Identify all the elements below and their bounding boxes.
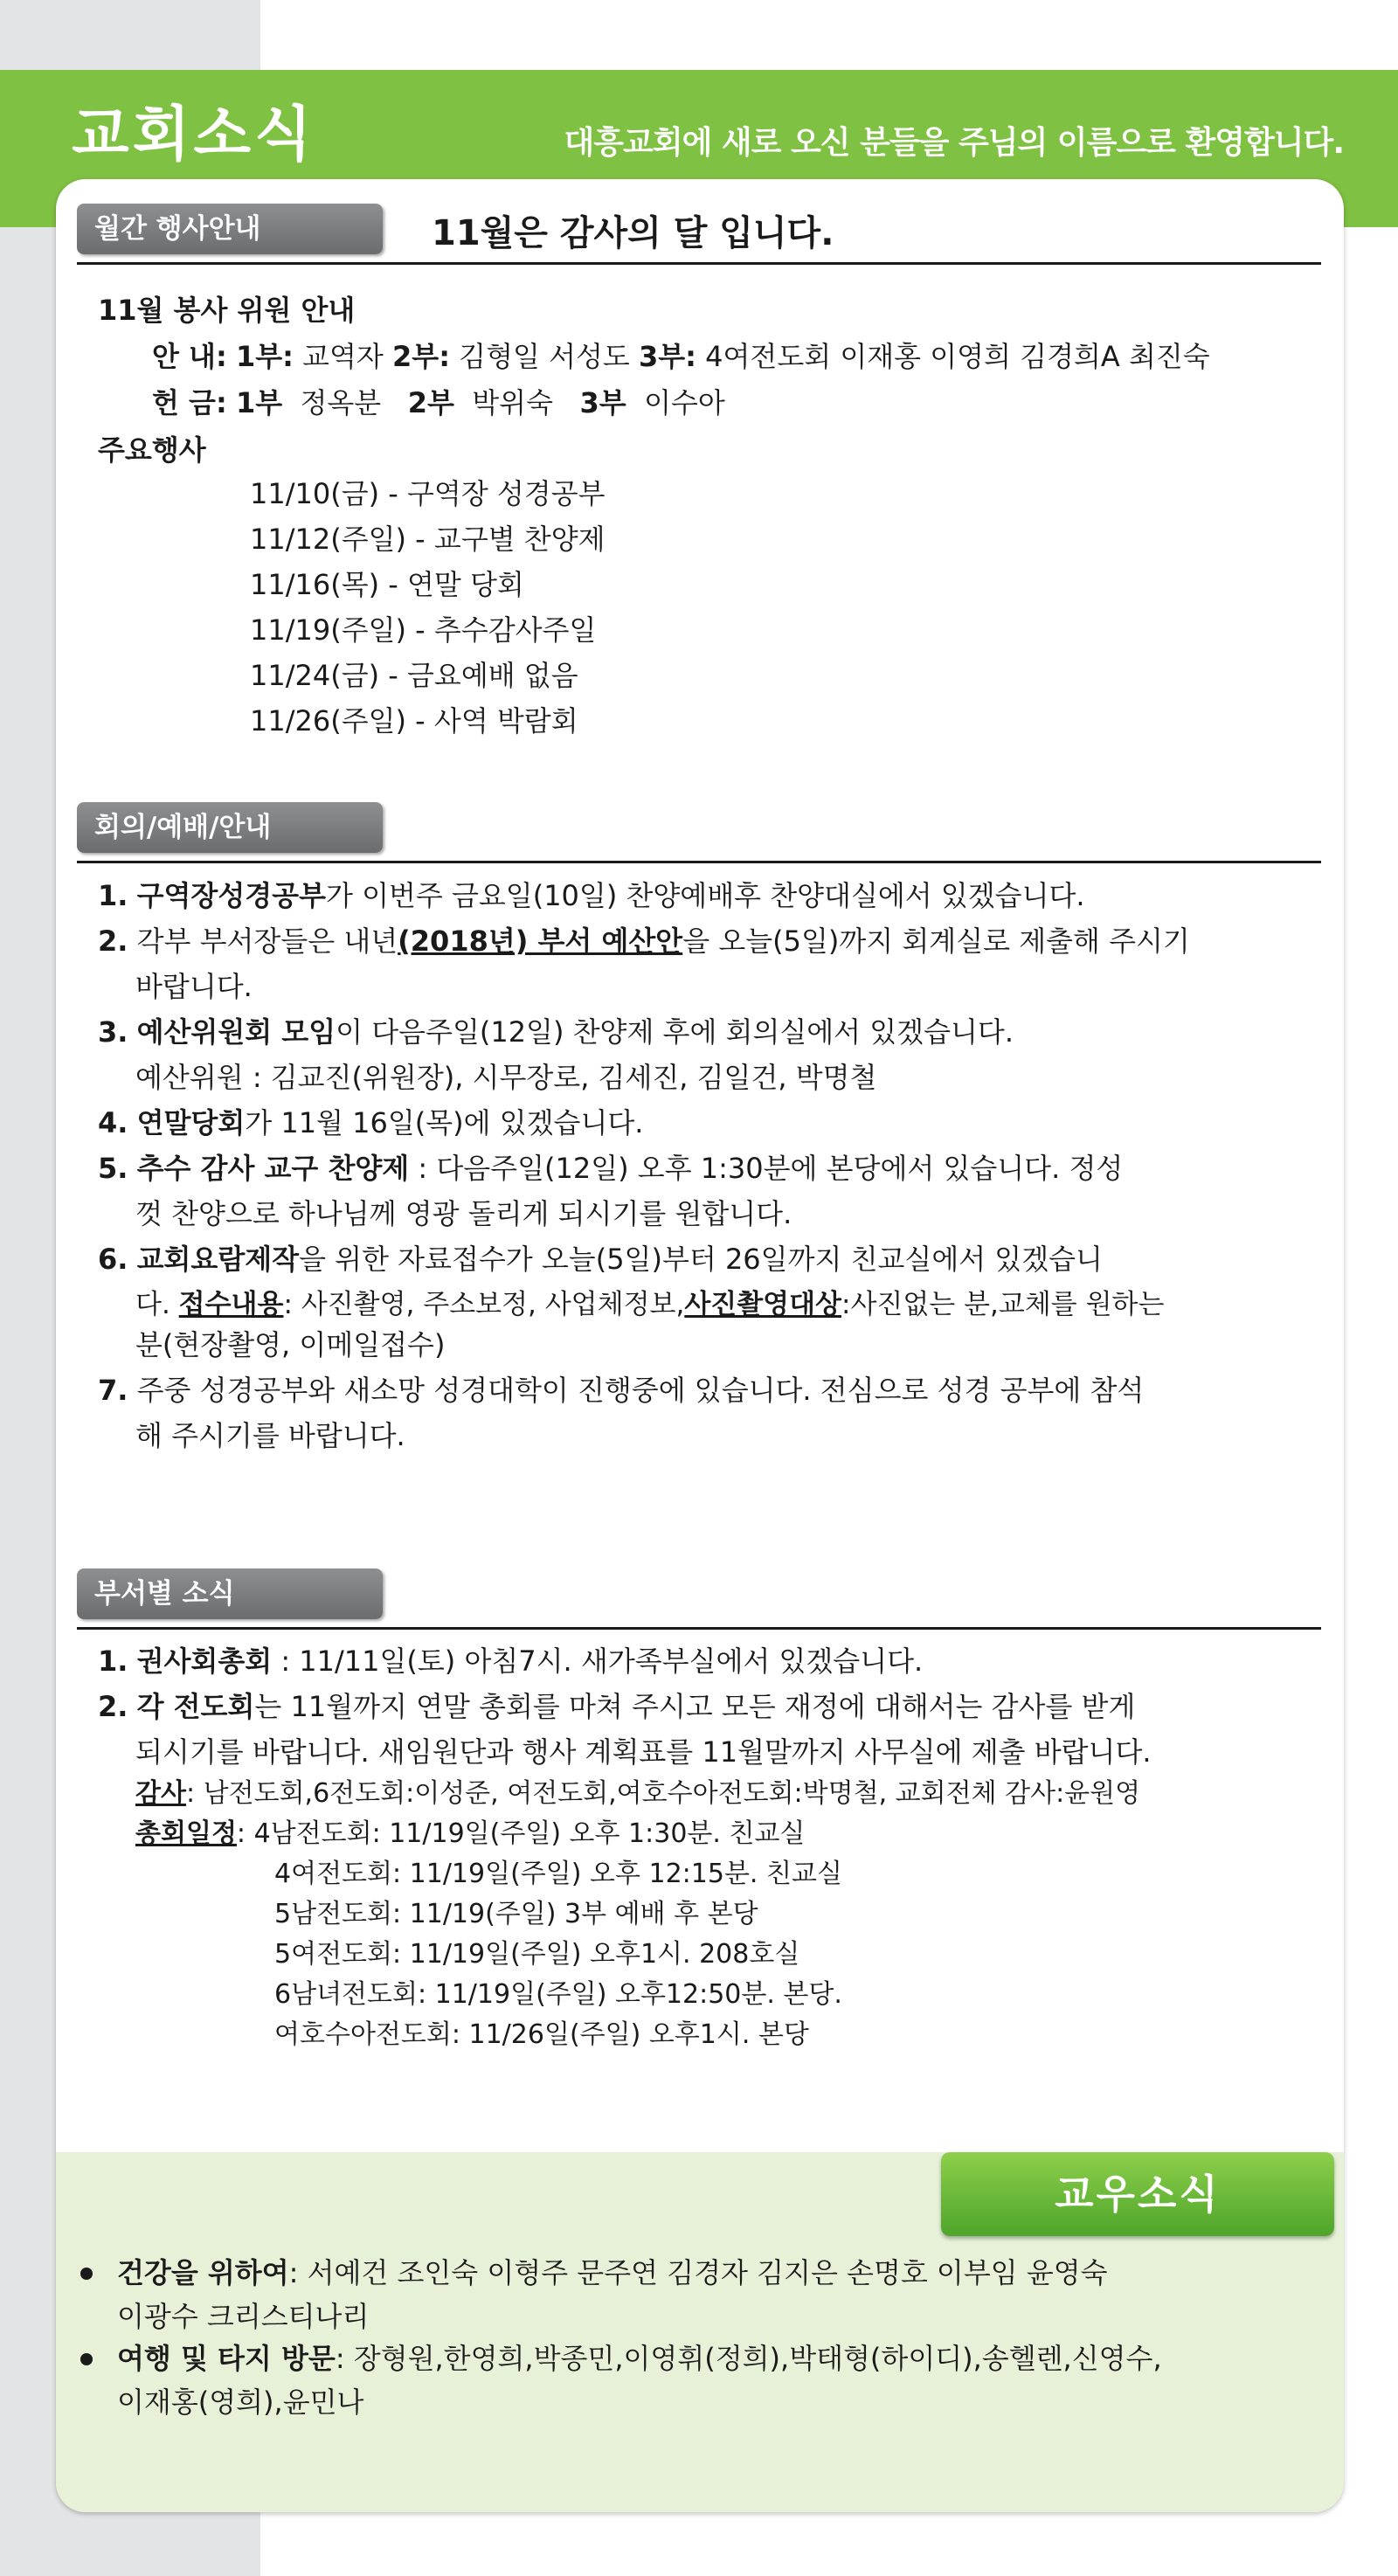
bullet-icon bbox=[80, 2353, 93, 2365]
item-number: 7. bbox=[98, 1374, 128, 1407]
offering-line bbox=[152, 385, 725, 420]
meeting-item-5-cont: 껏 찬양으로 하나님께 영광 돌리게 되시기를 원합니다. bbox=[135, 1197, 792, 1230]
item-heading: 접수내용 bbox=[178, 1289, 284, 1320]
event-item: 11/10(금) - 구역장 성경공부 bbox=[250, 477, 606, 510]
meeting-item-4 bbox=[98, 1105, 643, 1140]
guide-3-label: 3부: bbox=[639, 340, 696, 373]
travel-line bbox=[117, 2341, 1162, 2376]
guide-label: 안 내: bbox=[152, 340, 227, 373]
item-number: 2. bbox=[98, 1690, 128, 1723]
audit-line bbox=[135, 1776, 1140, 1811]
item-text: : 장형원,한영희,박종민,이영휘(정희),박태형(하이디),송헬렌,신영수, bbox=[335, 2342, 1162, 2375]
meeting-item-6-cont2: 분(현장촬영, 이메일접수) bbox=[135, 1328, 446, 1361]
item-heading: 여행 및 타지 방문 bbox=[117, 2342, 336, 2375]
meeting-item-1 bbox=[98, 878, 1085, 913]
item-heading: 구역장성경공부 bbox=[136, 879, 326, 912]
item-number: 2. bbox=[98, 924, 128, 958]
item-heading: 사진촬영대상 bbox=[684, 1289, 842, 1320]
meeting-item-5 bbox=[98, 1151, 1123, 1186]
item-text: 이 다음주일(12일) 찬양제 후에 회의실에서 있겠습니다. bbox=[336, 1015, 1014, 1049]
item-number: 5. bbox=[98, 1152, 128, 1185]
offering-label: 헌 금: bbox=[152, 386, 227, 419]
dept-item-1 bbox=[98, 1644, 923, 1679]
meeting-item-6-cont bbox=[135, 1287, 1164, 1322]
event-item: 11/24(금) - 금요예배 없음 bbox=[250, 659, 578, 692]
event-item: 11/12(주일) - 교구별 찬양제 bbox=[250, 523, 606, 556]
events-title: 주요행사 bbox=[98, 433, 206, 467]
bullet-icon bbox=[80, 2268, 93, 2280]
guide-line bbox=[152, 339, 1210, 374]
guide-3-names: 4여전도회 이재홍 이영희 김경희A 최진숙 bbox=[696, 340, 1210, 373]
divider bbox=[77, 861, 1321, 863]
meeting-item-6 bbox=[98, 1242, 1103, 1277]
item-text: : 남전도회,6전도회:이성준, 여전도회,여호수아전도회:박명철, 교회전체 감사:윤원영 bbox=[185, 1778, 1141, 1809]
event-item: 11/16(목) - 연말 당회 bbox=[250, 568, 524, 601]
item-text: : 서예건 조인숙 이형주 문주연 김경자 김지은 손명호 이부임 윤영숙 bbox=[288, 2256, 1108, 2289]
item-number: 6. bbox=[98, 1243, 128, 1276]
offering-3-label: 3부 bbox=[579, 386, 626, 419]
offering-3-names: 이수아 bbox=[644, 386, 725, 419]
health-line bbox=[117, 2255, 1108, 2290]
welcome-subtitle: 대흥교회에 새로 오신 분들을 주님의 이름으로 환영합니다. bbox=[564, 125, 1344, 161]
event-item: 11/26(주일) - 사역 박람회 bbox=[250, 704, 578, 737]
schedule-line bbox=[135, 1817, 805, 1852]
guide-2-names: 김형일 서성도 bbox=[450, 340, 639, 373]
travel-line-cont: 이재홍(영희),윤민나 bbox=[117, 2386, 364, 2419]
item-heading: 예산위원회 모임 bbox=[136, 1015, 336, 1049]
item-text: 주중 성경공부와 새소망 성경대학이 진행중에 있습니다. 전심으로 성경 공부에 참석 bbox=[136, 1374, 1145, 1407]
monthly-events-label: 월간 행사안내 bbox=[77, 204, 383, 254]
item-number: 1. bbox=[98, 1645, 128, 1678]
monthly-headline: 11월은 감사의 달 입니다. bbox=[432, 213, 834, 253]
divider bbox=[77, 262, 1321, 265]
item-text: : 다음주일(12일) 오후 1:30분에 본당에서 있습니다. 정성 bbox=[409, 1152, 1124, 1185]
meeting-item-7 bbox=[98, 1373, 1144, 1408]
dept-item-2 bbox=[98, 1689, 1135, 1724]
divider bbox=[77, 1627, 1321, 1630]
item-heading: 추수 감사 교구 찬양제 bbox=[136, 1152, 410, 1185]
item-heading: (2018년) 부서 예산안 bbox=[398, 924, 683, 958]
event-item: 11/19(주일) - 추수감사주일 bbox=[250, 613, 597, 647]
item-number: 4. bbox=[98, 1106, 128, 1139]
item-heading: 감사 bbox=[135, 1778, 186, 1809]
item-text: 을 위한 자료접수가 오늘(5일)부터 26일까지 친교실에서 있겠습니 bbox=[299, 1243, 1103, 1276]
offering-1-label: 1부 bbox=[235, 386, 283, 419]
item-text: : 사진촬영, 주소보정, 사업체정보, bbox=[283, 1289, 685, 1320]
departments-label: 부서별 소식 bbox=[77, 1568, 383, 1619]
meeting-item-3-cont: 예산위원 : 김교진(위원장), 시무장로, 김세진, 김일건, 박명철 bbox=[135, 1061, 877, 1094]
news-card bbox=[56, 179, 1344, 2512]
item-heading: 연말당회 bbox=[136, 1106, 246, 1139]
item-text: 는 11월까지 연말 총회를 마쳐 주시고 모든 재정에 대해서는 감사를 받게 bbox=[254, 1690, 1136, 1723]
page-title: 교회소식 bbox=[72, 100, 315, 170]
item-text: 가 11월 16일(목)에 있겠습니다. bbox=[245, 1106, 644, 1139]
offering-2-label: 2부 bbox=[407, 386, 454, 419]
meeting-item-7-cont: 해 주시기를 바랍니다. bbox=[135, 1419, 405, 1452]
meeting-item-3 bbox=[98, 1014, 1014, 1049]
item-text: :사진없는 분,교체를 원하는 bbox=[841, 1289, 1165, 1320]
schedule-entry: 5남전도회: 11/19(주일) 3부 예배 후 본당 bbox=[274, 1899, 758, 1929]
schedule-entry: : 4남전도회: 11/19일(주일) 오후 1:30분. 친교실 bbox=[236, 1818, 806, 1849]
meeting-item-2 bbox=[98, 924, 1190, 959]
item-heading: 권사회총회 bbox=[136, 1645, 273, 1678]
offering-1-names: 정옥분 bbox=[300, 386, 382, 419]
item-text: : 11/11일(토) 아침7시. 새가족부실에서 있겠습니다. bbox=[272, 1645, 924, 1678]
guide-1-label: 1부: bbox=[235, 340, 294, 373]
item-heading: 각 전도회 bbox=[136, 1690, 255, 1723]
item-heading: 총회일정 bbox=[135, 1818, 237, 1849]
item-number: 1. bbox=[98, 879, 128, 912]
health-line-cont: 이광수 크리스티나리 bbox=[117, 2300, 370, 2333]
meetings-label: 회의/예배/안내 bbox=[77, 802, 383, 853]
members-news-tab: 교우소식 bbox=[941, 2152, 1334, 2236]
item-number: 3. bbox=[98, 1015, 128, 1049]
schedule-entry: 4여전도회: 11/19일(주일) 오후 12:15분. 친교실 bbox=[274, 1859, 842, 1889]
schedule-entry: 6남녀전도회: 11/19일(주일) 오후12:50분. 본당. bbox=[274, 1979, 842, 2010]
guide-2-label: 2부: bbox=[392, 340, 450, 373]
schedule-entry: 5여전도회: 11/19일(주일) 오후1시. 208호실 bbox=[274, 1939, 800, 1970]
item-text: 가 이번주 금요일(10일) 찬양예배후 찬양대실에서 있겠습니다. bbox=[325, 879, 1085, 912]
guide-1-names: 교역자 bbox=[293, 340, 393, 373]
dept-item-2-cont: 되시기를 바랍니다. 새임원단과 행사 계획표를 11월말까지 사무실에 제출 바랍니다. bbox=[135, 1735, 1152, 1769]
item-text: 을 오늘(5일)까지 회계실로 제출해 주시기 bbox=[682, 924, 1190, 958]
schedule-entry: 여호수아전도회: 11/26일(주일) 오후1시. 본당 bbox=[274, 2019, 809, 2050]
item-text: 다. bbox=[135, 1289, 179, 1320]
item-heading: 건강을 위하여 bbox=[117, 2256, 289, 2289]
item-text: 각부 부서장들은 내년 bbox=[136, 924, 398, 958]
service-title: 11월 봉사 위원 안내 bbox=[98, 294, 356, 327]
meeting-item-2-cont: 바랍니다. bbox=[135, 970, 253, 1003]
offering-2-names: 박위숙 bbox=[472, 386, 554, 419]
item-heading: 교회요람제작 bbox=[136, 1243, 300, 1276]
